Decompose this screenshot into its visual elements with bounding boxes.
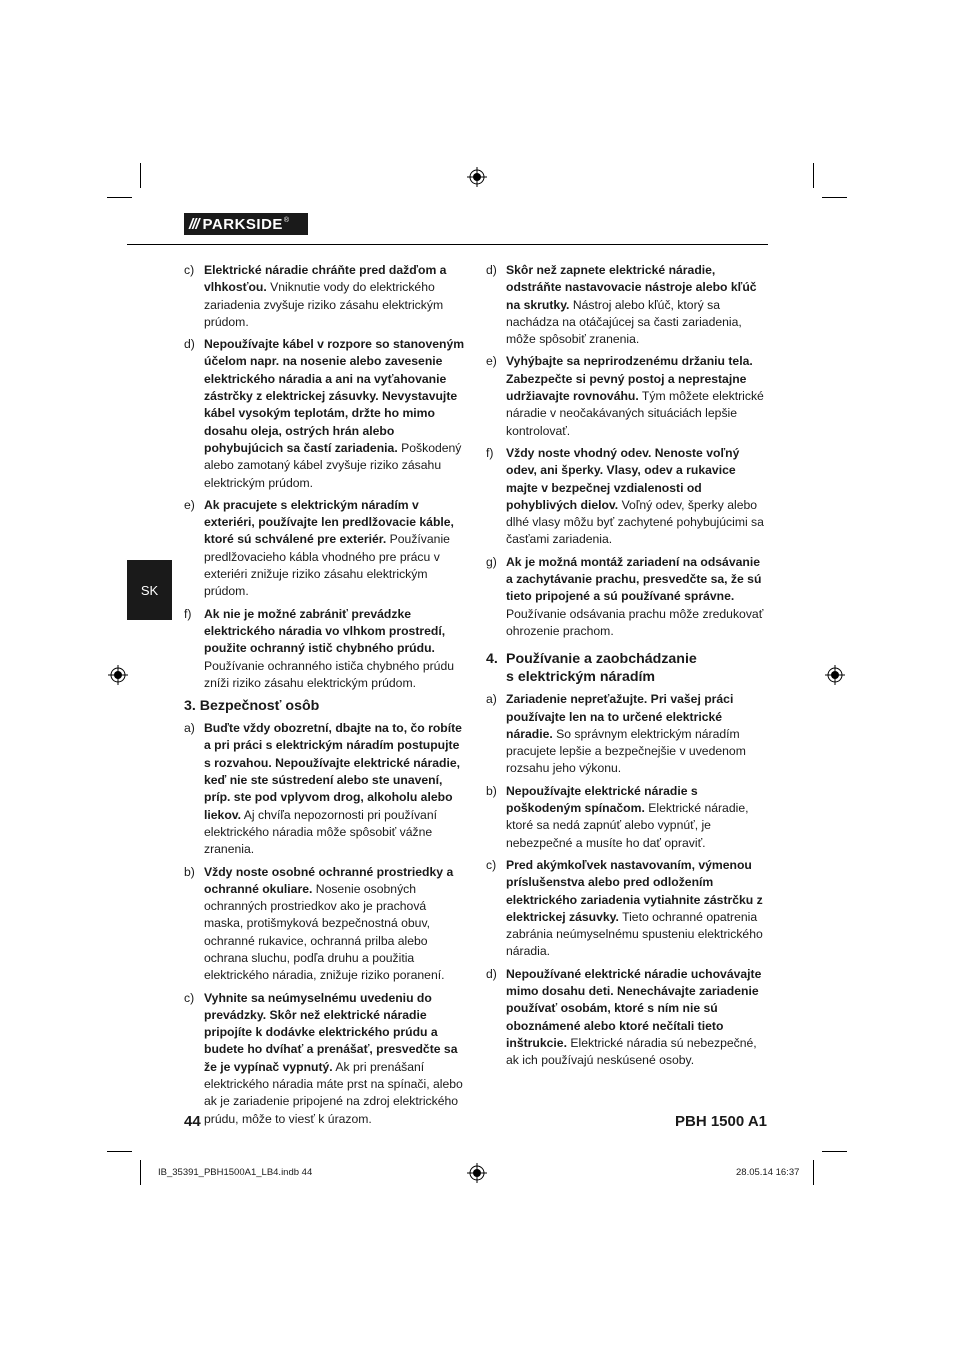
section-4-title-line1: Používanie a zaobchádzanie (506, 651, 697, 668)
list-item-instruction: Elektrické náradie chráňte pred dažďom a vlhkosťou. (204, 263, 447, 295)
list-item-instruction: Buďte vždy obozretní, dbajte na to, čo robíte a pri práci s elektrickým náradím postupujte s rozvahou. Nepoužívajte elektrické náradie, keď nie ste sústredení alebo ste unavení, príp. ste pod vplyvom drog, alkoholu alebo liekov. (204, 721, 462, 822)
list-item-explanation: Nosenie osobných ochranných prostriedkov ako je prachová maska, protišmyková bezpečnostná obuv, ochranné rukavice, ochranná prilba alebo ochrana sluchu, podľa druhu a použitia elektrického náradia, znižuje riziko poranení. (204, 881, 445, 983)
registration-mark-icon (467, 1163, 487, 1183)
logo-wordmark: PARKSIDE (202, 215, 283, 233)
list-item-marker: b) (486, 783, 497, 798)
registration-mark-icon (467, 167, 487, 187)
print-slug-date: 28.05.14 16:37 (736, 1167, 800, 1178)
list-item-instruction: Pred akýmkoľvek nastavovaním, výmenou príslušenstva alebo pred odložením elektrického zariadenia vytiahnite zástrčku z elektrickej zásuvky. (506, 857, 763, 924)
header-rule (127, 244, 768, 245)
list-item-marker: c) (184, 263, 195, 277)
list-item-explanation: So správnym elektrickým náradím pracujete lepšie a bezpečnejšie v uvedenom rozsahu jeho výkonu. (506, 726, 746, 776)
list-item-marker: c) (486, 857, 497, 872)
list-item-explanation: Používanie odsávania prachu môže zredukovať ohrozenie prachom. (506, 606, 764, 638)
list-item (486, 691, 770, 777)
list-item-marker: d) (184, 337, 195, 352)
list-item (184, 262, 468, 331)
right-column (486, 262, 770, 1074)
list-item-instruction: Vždy noste vhodný odev. Nenoste voľný odev, ani šperky. Vlasy, odev a rukavice majte v bezpečnej vzdialenosti od pohyblivých dielov. (506, 445, 740, 512)
section-4-title-line2: s elektrickým náradím (506, 669, 656, 686)
list-item (486, 445, 770, 549)
list-item (184, 497, 468, 601)
crop-mark (813, 163, 814, 188)
list-item-explanation: Poškodený alebo zamotaný kábel zvyšuje riziko zásahu elektrickým prúdom. (204, 440, 462, 490)
list-item (486, 966, 770, 1070)
registration-mark-icon (825, 665, 845, 685)
list-item-marker: d) (486, 966, 497, 981)
list-item-explanation: Tieto ochranné opatrenia zabránia neúmyselnému spusteniu elektrického náradia. (506, 909, 763, 959)
left-column (184, 262, 468, 1133)
print-slug-file: IB_35391_PBH1500A1_LB4.indb 44 (158, 1167, 313, 1178)
list-item-instruction: Vždy noste osobné ochranné prostriedky a ochranné okuliare. (204, 864, 454, 896)
list-item (486, 262, 770, 348)
section-4-number: 4. (486, 651, 498, 668)
list-item-instruction: Nepoužívané elektrické náradie uchovávajte mimo dosahu deti. Nenechávajte zariadenie používať osobám, ktoré s ním nie sú oboznámené alebo ktoré nečítali tieto inštrukcie. (506, 966, 762, 1050)
crop-mark (140, 1160, 141, 1185)
list-item (486, 857, 770, 961)
list-item-instruction: Vyhnite sa neúmyselnému uvedeniu do prevádzky. Skôr než elektrické náradie pripojíte k dodávke elektrického prúdu a budete ho dvíhať a prenášať, presvedčte sa že je vypínač vypnutý. (204, 990, 458, 1074)
list-item-marker: b) (184, 864, 195, 879)
logo-slashes: /// (189, 215, 199, 233)
list-item-explanation: Používanie ochranného ističa chybného prúdu zníži riziko zásahu elektrickým prúdom. (204, 658, 455, 690)
list-item-marker: c) (184, 990, 195, 1005)
language-tab (127, 560, 172, 620)
list-item-instruction: Nepoužívajte elektrické náradie s poškodeným spínačom. (506, 783, 698, 816)
list-item-explanation: Tým môžete elektrické náradie v neočakávaných situáciách lepšie kontrolovať. (506, 389, 764, 438)
language-tab-label: SK (140, 582, 159, 598)
list-item-marker: e) (184, 497, 195, 512)
list-item (486, 783, 770, 852)
list-item-instruction: Ak nie je možné zabrániť prevádzke elektrického náradia vo vlhkom prostredí, použite ochranný istič chybného prúdu. (204, 606, 446, 656)
list-item-instruction: Ak je možná montáž zariadení na odsávanie a zachytávanie prachu, presvedčte sa, že sú tieto pripojené a sú používané správne. (506, 554, 762, 604)
list-item-instruction: Nepoužívajte kábel v rozpore so stanoveným účelom napr. na nosenie alebo zavesenie elektrického náradia a ani na vyťahovanie zástrčky z elektrickej zásuvky. Nevystavujte kábel vysokým teplotám, držte ho mimo dosahu oleja, ostrých hrán alebo pohybujúcich sa častí zariadenia. (204, 337, 465, 455)
crop-mark (140, 163, 141, 188)
list-item-marker: d) (486, 263, 497, 277)
list-item-instruction: Zariadenie nepreťažujte. Pri vašej práci používajte len na to určené elektrické náradie. (506, 692, 734, 741)
list-item-explanation: Voľný odev, šperky alebo dlhé vlasy môžu byť zachytené pohybujúcimi sa časťami zariadenia. (506, 497, 764, 547)
list-item-instruction: Ak pracujete s elektrickým náradím v exteriéri, používajte len predlžovacie káble, ktoré sú schválené pre exteriér. (204, 497, 454, 547)
right-items-top (486, 262, 770, 640)
crop-mark (822, 1151, 847, 1152)
list-item (184, 990, 468, 1128)
page-number: 44 (184, 1113, 201, 1130)
list-item (184, 336, 468, 492)
registration-mark-icon (108, 665, 128, 685)
list-item-marker: g) (486, 554, 497, 569)
section-3-items (184, 720, 468, 1128)
list-item-explanation: Nástroj alebo kľúč, ktorý sa nachádza na otáčajúcej sa časti zariadenia, môže spôsobiť zranenia. (506, 297, 742, 347)
section-3-title: 3. Bezpečnosť osôb (184, 698, 320, 715)
list-item-explanation: Používanie predlžovacieho kábla vhodného pre prácu v exteriéri znižuje riziko zásahu elektrickým prúdom. (204, 532, 450, 599)
list-item-explanation: Vniknutie vody do elektrického zariadenia zvyšuje riziko zásahu elektrickým prúdom. (204, 280, 444, 329)
crop-mark (813, 1160, 814, 1185)
left-items-top (184, 262, 468, 692)
section-4-items (486, 691, 770, 1069)
crop-mark (107, 197, 132, 198)
crop-mark (822, 197, 847, 198)
list-item-marker: a) (184, 721, 195, 736)
list-item (486, 554, 770, 640)
logo-registered-mark: ® (283, 216, 290, 224)
crop-mark (107, 1151, 132, 1152)
parkside-logo (184, 213, 308, 235)
list-item-explanation: Ak pri prenášaní elektrického náradia máte prst na spínači, alebo ak je zariadenie pripojené na zdroj elektrického prúdu, môže to viesť k úrazom. (204, 1059, 463, 1126)
list-item-explanation: Aj chvíľa nepozornosti pri používaní elektrického náradia môže spôsobiť vážne zranenia. (204, 807, 438, 857)
list-item-marker: f) (184, 606, 192, 621)
list-item-explanation: Elektrické náradie, ktoré sa nedá zapnúť alebo vypnúť, je nebezpečné a musíte ho dať opraviť. (506, 801, 749, 850)
list-item-marker: f) (486, 445, 494, 460)
list-item (184, 864, 468, 985)
list-item-instruction: Skôr než zapnete elektrické náradie, odstráňte nastavovacie nástroje alebo kľúč na skrutky. (506, 263, 757, 312)
list-item-explanation: Elektrické náradia sú nebezpečné, ak ich používajú neskúsené osoby. (506, 1035, 757, 1068)
list-item-marker: a) (486, 692, 497, 707)
list-item (184, 720, 468, 858)
list-item-instruction: Vyhýbajte sa neprirodzenému držaniu tela. Zabezpečte si pevný postoj a neprestajne udržiavajte rovnováhu. (506, 354, 753, 404)
list-item (184, 606, 468, 692)
section-4-title (486, 650, 770, 686)
list-item (486, 353, 770, 439)
list-item-marker: e) (486, 354, 497, 369)
model-number: PBH 1500 A1 (675, 1113, 767, 1130)
